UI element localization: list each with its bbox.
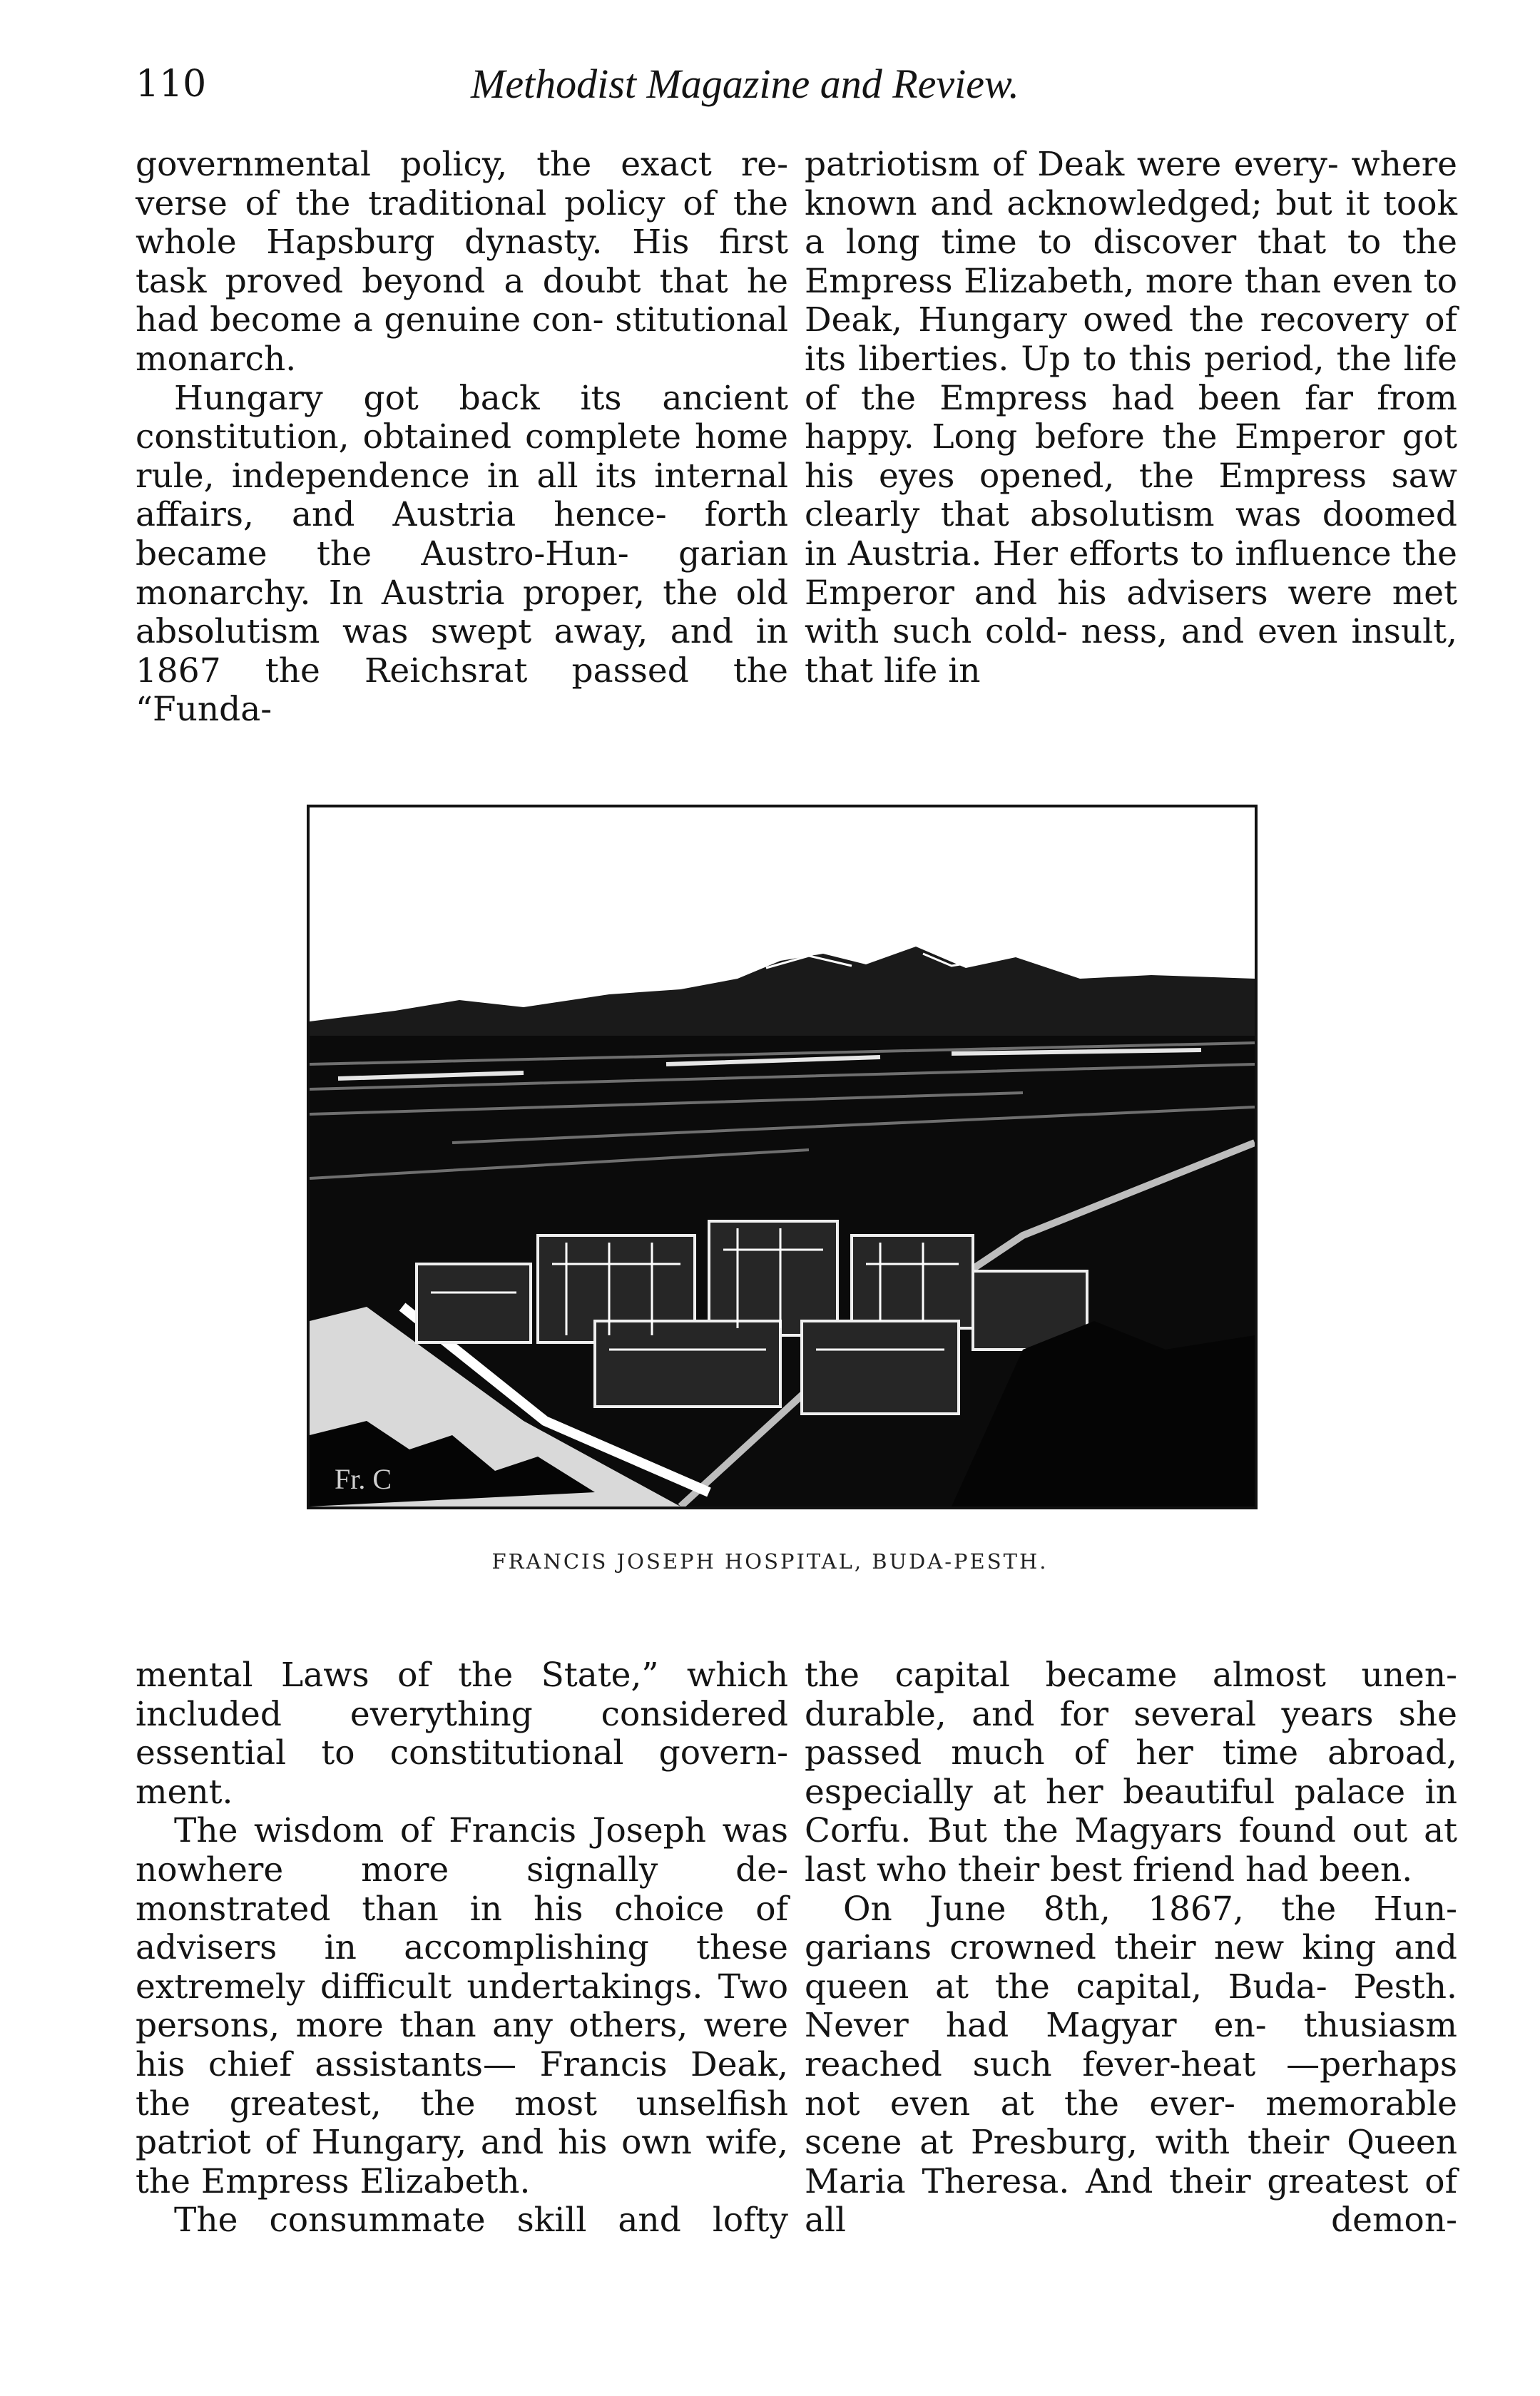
column-top-right: [805, 146, 1457, 690]
hospital-illustration: [307, 805, 1258, 1509]
running-title: Methodist Magazine and Review.: [471, 61, 1019, 107]
paragraph: mental Laws of the State,” which included everything considered essential to constitutional govern- ment.: [136, 1656, 788, 1812]
hospital-engraving-image: [310, 807, 1255, 1507]
paragraph: The wisdom of Francis Joseph was nowhere more signally de- monstrated than in his choice of advisers in accomplishing these extremely difficult undertakings. Two persons, more than any others, were his chief assistants— Francis Deak, the greatest, the most unselfish patriot of Hungary, and his own wife, the Empress Elizabeth.: [136, 1811, 788, 2201]
paragraph: The consummate skill and lofty: [174, 2201, 788, 2240]
column-top-left: [136, 146, 788, 730]
paragraph: governmental policy, the exact re- verse of the traditional policy of the whole Hapsburg dynasty. His first task proved beyond a doubt that he had become a genuine con- stitutional monarch.: [136, 145, 788, 379]
page-number: 110: [136, 63, 207, 106]
paragraph: On June 8th, 1867, the Hun- garians crowned their new king and queen at the capital, Buda- Pesth. Never had Magyar en- thusiasm reached such fever-heat —perhaps not even at the ever- memorable scene at Presburg, with their Queen Maria Theresa. And their greatest of all demon-: [805, 1889, 1457, 2240]
figure-caption: FRANCIS JOSEPH HOSPITAL, BUDA-PESTH.: [491, 1549, 1049, 1574]
paragraph: Hungary got back its ancient constitution, obtained complete home rule, independence in all its internal affairs, and Austria hence- forth became the Austro-Hun- garian monarchy. In Austria proper, the old absolutism was swept away, and in 1867 the Reichsrat passed the “Funda-: [136, 378, 788, 730]
paragraph: the capital became almost unen- durable, and for several years she passed much of her time abroad, especially at her beautiful palace in Corfu. But the Magyars found out at last who their best friend had been.: [805, 1656, 1457, 1890]
column-bottom-left: [136, 1656, 788, 2240]
column-bottom-right: [805, 1656, 1457, 2240]
engraver-signature: Fr. C: [335, 1463, 392, 1495]
paragraph: patriotism of Deak were every- where known and acknowledged; but it took a long time to discover that to the Empress Elizabeth, more than even to Deak, Hungary owed the recovery of its liberties. Up to this period, the life of the Empress had been far from happy. Long before the Emperor got his eyes opened, the Empress saw clearly that absolutism was doomed in Austria. Her efforts to influence the Emperor and his advisers were met with such cold- ness, and even insult, that life in: [805, 145, 1457, 690]
page-header: [136, 56, 1095, 113]
